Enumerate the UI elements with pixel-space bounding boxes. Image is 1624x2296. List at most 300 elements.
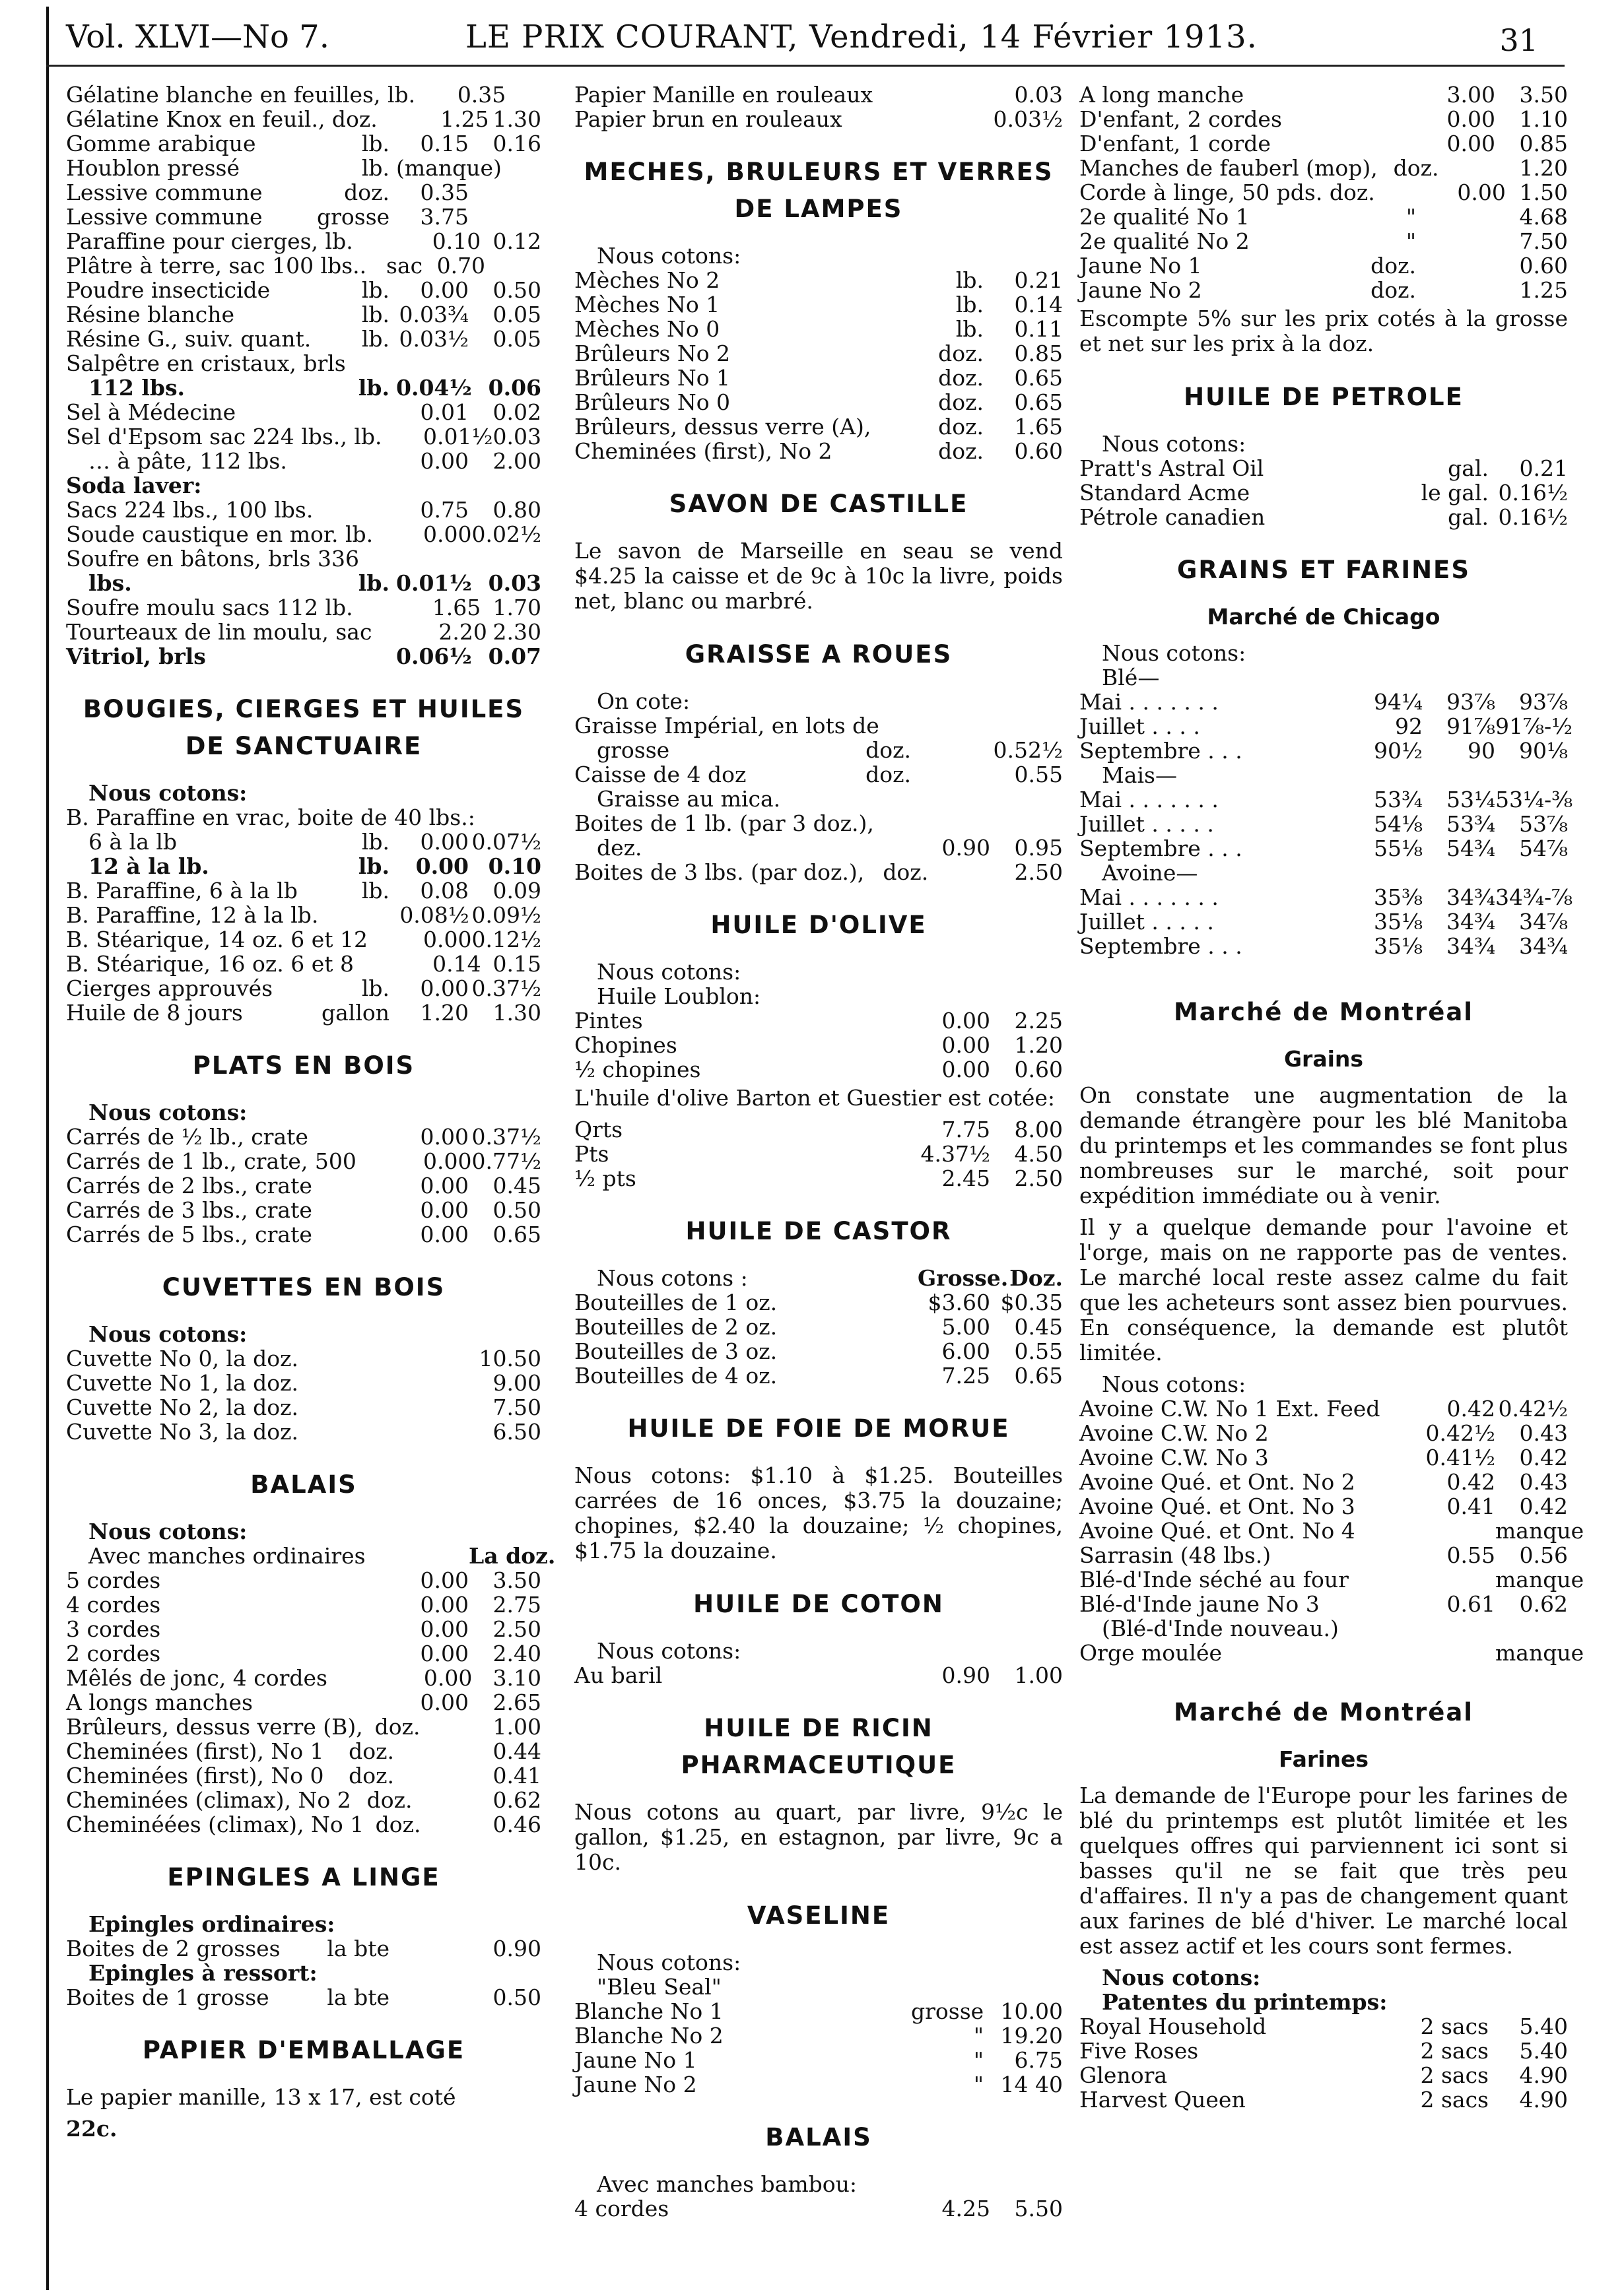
price-row (1079, 1592, 1568, 1616)
item-name: (Blé-d'Inde nouveau.) (1102, 1616, 1339, 1641)
item-unit: doz. (1393, 155, 1439, 181)
section-heading: EPINGLES A LINGE (167, 1863, 440, 1891)
item-unit: doz. (374, 1714, 421, 1740)
price-low: 0.35 (420, 180, 469, 205)
price-high: $0.35 (1000, 1290, 1063, 1315)
volume-label: Vol. XLVI—No 7. (66, 18, 329, 55)
price-high: 1.30 (492, 1000, 541, 1026)
price-high: 54¾ (1446, 836, 1495, 861)
price-high: 14 40 (1000, 2072, 1063, 2097)
price-low: 6.00 (941, 1338, 990, 1364)
item-name: 6 à la lb (88, 829, 178, 855)
price-low: 0.00 (423, 1665, 473, 1691)
price-high: 0.03 (492, 424, 541, 449)
item-name: lbs. (88, 570, 132, 596)
item-name: Résine blanche (66, 302, 235, 327)
price-low: 0.55 (1446, 1542, 1495, 1568)
text-line: Nous cotons: (88, 1321, 248, 1347)
item-unit: doz. (938, 341, 984, 366)
item-name: Pétrole canadien (1079, 504, 1266, 530)
price-high: 0.60 (1014, 438, 1063, 464)
price-row (574, 317, 1063, 341)
price-close: 93⅞ (1519, 689, 1568, 715)
price-low: 55⅛ (1374, 836, 1423, 861)
item-unit: 2 sacs (1420, 2062, 1489, 2088)
item-unit: lb. (358, 570, 389, 596)
section-subheading: Farines (1279, 1746, 1369, 1772)
price-high: 0.02½ (471, 521, 541, 547)
item-name: Cheminéées (climax), No 1 (66, 1812, 364, 1837)
price-close: 34¾-⅞ (1495, 884, 1573, 910)
price-row (66, 1173, 541, 1198)
item-name: Brûleurs No 2 (574, 341, 731, 366)
item-name: Cuvette No 0, la doz. (66, 1346, 299, 1371)
item-unit: gal. (1448, 504, 1489, 530)
price-high: 0.15 (492, 951, 541, 977)
price-row (66, 1000, 541, 1025)
price-low: 0.01 (420, 399, 469, 425)
price-high: 0.52½ (993, 737, 1063, 763)
item-name: Jaune No 1 (574, 2047, 697, 2073)
price-row (574, 2023, 1063, 2048)
section-heading: Marché de Montréal (1173, 1698, 1473, 1726)
text-line: Nous cotons: (597, 1638, 741, 1664)
price-low: 0.04½ (396, 375, 472, 401)
item-unit: doz. (865, 762, 911, 787)
item-unit: la bte (327, 1936, 389, 1961)
price-high: 0.41 (492, 1763, 542, 1788)
section-heading: GRAINS ET FARINES (1177, 556, 1470, 584)
item-name: B. Stéarique, 14 oz. 6 et 12 (66, 927, 368, 952)
price-high: 0.65 (1014, 1363, 1063, 1389)
item-name: Bouteilles de 1 oz. (574, 1290, 778, 1315)
price-low: 0.00 (420, 1567, 469, 1593)
price-row (574, 738, 1063, 762)
item-name: 112 lbs. (88, 375, 186, 401)
price-high: 2.50 (492, 1616, 541, 1642)
price-low: 0.90 (941, 835, 990, 861)
price-row (574, 836, 1063, 860)
price-row (66, 620, 541, 644)
item-name: Gomme arabique (66, 131, 256, 156)
section-heading: BALAIS (250, 1470, 357, 1499)
price-row (1079, 205, 1568, 229)
grain-group-label: Mais— (1102, 762, 1177, 788)
price-row (574, 1339, 1063, 1363)
price-low: 0.00 (420, 975, 469, 1001)
paragraph: Nous cotons au quart, par livre, 9½c le gallon, $1.25, en estagnon, par livre, 9c a 10c. (574, 1799, 1063, 1875)
price-high: 1.00 (1014, 1662, 1063, 1688)
price-low: 0.06½ (396, 643, 472, 669)
price-low: 0.03¾ (399, 302, 469, 327)
item-name: Bouteilles de 4 oz. (574, 1363, 778, 1389)
price-low: 7.75 (941, 1117, 990, 1142)
price-high: 1.50 (1519, 180, 1568, 205)
price-close: 91⅞-½ (1495, 713, 1573, 739)
price-row (1079, 884, 1573, 910)
item-name: Juillet . . . . (1079, 713, 1200, 739)
item-unit: lb. (361, 975, 389, 1001)
price-high: 93⅞ (1446, 689, 1495, 715)
price-low: 1.20 (420, 1000, 469, 1026)
price-low: 0.00 (423, 521, 472, 547)
price-low: 1.25 (440, 106, 489, 132)
item-unit: lb. (955, 267, 984, 293)
price-row (1079, 787, 1573, 812)
price-row (66, 1568, 541, 1592)
price-low: 3.00 (1446, 82, 1495, 108)
item-name: Pintes (574, 1008, 643, 1033)
price-row (66, 903, 541, 927)
item-name: Vitriol, brls (66, 643, 206, 669)
paragraph: Nous cotons: $1.10 à $1.25. Bouteilles carrées de 16 onces, $3.75 la douzaine; chopines, $2.40 la douzaine; ½ chopines, $1.75 la douzaine. (574, 1462, 1063, 1563)
price-row (1079, 1567, 1584, 1592)
price-high: 4.68 (1519, 204, 1568, 230)
item-name: Qrts (574, 1117, 623, 1142)
price-low: 0.00 (420, 1616, 469, 1642)
col-header: Grosse. (918, 1265, 1009, 1291)
item-name: 2e qualité No 2 (1079, 228, 1250, 254)
price-row (574, 1663, 1063, 1688)
item-name: D'enfant, 1 corde (1079, 131, 1271, 156)
price-low: 0.08½ (399, 902, 469, 928)
price-high: 0.77½ (471, 1148, 541, 1174)
price-high: 0.12½ (471, 927, 541, 952)
price-high: 2.75 (492, 1592, 541, 1618)
column-header-row (574, 1266, 1063, 1290)
price-high: 0.56 (1519, 1542, 1568, 1568)
item-name: B. Paraffine, 12 à la lb. (66, 902, 319, 928)
price-high: 34¾ (1446, 884, 1495, 910)
section-heading: VASELINE (747, 1901, 891, 1930)
price-row (574, 2196, 1063, 2221)
item-name: Gélatine blanche en feuilles, lb. (66, 82, 416, 108)
item-unit: grosse (911, 1998, 984, 2024)
price-row (1079, 229, 1568, 253)
price-high: 4.90 (1519, 2087, 1568, 2113)
price-row (574, 1999, 1063, 2023)
section-heading: HUILE DE CASTOR (685, 1217, 952, 1245)
item-name: Carrés de 3 lbs., crate (66, 1197, 312, 1223)
text-line: "Bleu Seal" (597, 1974, 722, 2000)
item-name: Avoine Qué. et Ont. No 2 (1079, 1469, 1355, 1495)
price-row (66, 1198, 541, 1222)
item-unit: lb. (358, 375, 389, 401)
price-high: 1.65 (1014, 414, 1063, 440)
grain-group-label: Blé— (1102, 665, 1160, 690)
price-high: 2.00 (492, 448, 541, 474)
price-close: 34¾ (1519, 933, 1568, 959)
item-name: Houblon pressé (66, 155, 240, 181)
price-high: 5.40 (1519, 2038, 1568, 2064)
price-low: 3.75 (420, 204, 469, 230)
item-name: Brûleurs, dessus verre (A), (574, 414, 871, 440)
item-name: Tourteaux de lin moulu, sac (66, 619, 372, 645)
price-row (574, 811, 1063, 836)
price-low: 0.00 (423, 927, 472, 952)
price-row (574, 1290, 1063, 1315)
price-row (574, 2048, 1063, 2072)
paragraph: Escompte 5% sur les prix cotés à la grosse et net sur les prix à la doz. (1079, 306, 1568, 356)
price-row (66, 278, 541, 302)
item-name: Epingles ordinaires: (88, 1911, 335, 1937)
price-low: 54⅛ (1374, 811, 1423, 837)
item-unit: 2 sacs (1420, 2087, 1489, 2113)
price-high: 3.50 (492, 1567, 541, 1593)
text-line: Avec manches bambou: (597, 2171, 858, 2197)
price-high: 8.00 (1014, 1117, 1063, 1142)
item-name: Mêlés de jonc, 4 cordes (66, 1665, 327, 1691)
price-low: 90½ (1374, 738, 1423, 764)
section-heading: HUILE D'OLIVE (710, 911, 927, 939)
item-name: … à pâte, 112 lbs. (88, 448, 287, 474)
price-low: 0.00 (420, 448, 469, 474)
item-unit: la bte (327, 1984, 389, 2010)
price-high: 19.20 (1000, 2023, 1063, 2049)
item-name: 3 cordes (66, 1616, 161, 1642)
price-low: 0.00 (941, 1057, 990, 1082)
item-name: Pratt's Astral Oil (1079, 455, 1264, 481)
price-low: 0.03½ (399, 326, 469, 352)
price-row (1079, 505, 1568, 529)
item-name: Blé-d'Inde séché au four (1079, 1567, 1349, 1592)
item-name: Sarrasin (48 lbs.) (1079, 1542, 1271, 1568)
price-low: 0.00 (420, 1124, 469, 1150)
price-row (574, 390, 1063, 414)
item-name: Boites de 3 lbs. (par doz.), (574, 859, 865, 885)
price-row (574, 1315, 1063, 1339)
text-line: Nous cotons: (88, 1099, 248, 1125)
price-low: 0.00 (1457, 180, 1506, 205)
section-heading: PLATS EN BOIS (192, 1051, 415, 1080)
item-name: 2 cordes (66, 1641, 161, 1666)
price-row (1079, 1518, 1584, 1544)
price-close: 53¼-⅜ (1495, 787, 1573, 812)
price-low: 0.10 (432, 228, 481, 254)
price-high: 1.70 (492, 595, 541, 620)
price-row (1079, 1494, 1568, 1519)
price-row (1079, 253, 1568, 278)
price-low: 0.00 (420, 1592, 469, 1618)
price-high: 1.20 (1519, 155, 1568, 181)
paragraph: L'huile d'olive Barton et Guestier est cotée: (574, 1085, 1055, 1111)
price-high: 0.90 (492, 1936, 541, 1961)
price-low: 0.00 (420, 1197, 469, 1223)
price-row (66, 1690, 541, 1715)
price-row (66, 854, 541, 878)
price-low: 0.41½ (1425, 1445, 1495, 1470)
price-high: 0.42½ (1498, 1396, 1568, 1422)
section-heading: HUILE DE RICIN PHARMACEUTIQUE (681, 1714, 957, 1779)
price-high: 0.07½ (471, 829, 541, 855)
section-heading: HUILE DE COTON (693, 1590, 944, 1618)
price-low: 35⅛ (1374, 933, 1423, 959)
price-row (1079, 2063, 1568, 2087)
price-low: 0.42 (1446, 1469, 1495, 1495)
item-name: Boites de 1 lb. (par 3 doz.), (574, 810, 874, 836)
text-line: Nous cotons: (1102, 1965, 1261, 1990)
price-row (66, 1739, 541, 1763)
price-low: 92 (1395, 713, 1423, 739)
price-row (66, 522, 541, 546)
item-name: Carrés de 5 lbs., crate (66, 1222, 312, 1247)
price-row (1079, 909, 1568, 934)
item-name: B. Paraffine en vrac, boite de 40 lbs.: (66, 804, 475, 830)
item-name: Bouteilles de 3 oz. (574, 1338, 778, 1364)
section-heading: HUILE DE FOIE DE MORUE (627, 1414, 1010, 1443)
price-row (1079, 713, 1573, 739)
item-unit: le gal. (1421, 480, 1489, 506)
item-unit: doz. (938, 389, 984, 415)
price-row (66, 131, 541, 156)
item-name: Boites de 1 grosse (66, 1984, 269, 2010)
item-unit: " (1405, 204, 1416, 230)
item-name: Blanche No 2 (574, 2023, 724, 2049)
item-unit: doz. (375, 1812, 421, 1837)
price-high: 0.65 (492, 1222, 541, 1247)
section-heading: Marché de Montréal (1173, 998, 1473, 1026)
price-high: 0.50 (492, 1197, 541, 1223)
price-high: 0.43 (1519, 1420, 1568, 1446)
item-unit: lb. (361, 277, 389, 303)
price-high: 0.65 (1014, 365, 1063, 391)
section-heading: SAVON DE CASTILLE (669, 490, 968, 518)
price-low: 0.61 (1446, 1591, 1495, 1617)
text-line: On cote: (597, 688, 691, 714)
price-low: 0.35 (457, 82, 506, 108)
item-name: Carrés de 1 lb., crate, 500 (66, 1148, 356, 1174)
price-high: 0.02 (492, 399, 541, 425)
price-low: 0.00 (420, 1222, 469, 1247)
item-unit: lb. (361, 131, 389, 156)
item-unit: doz. (349, 1738, 395, 1764)
section-heading: HUILE DE PETROLE (1184, 383, 1464, 411)
price-high: 9.00 (492, 1370, 541, 1396)
item-name: Lessive commune (66, 180, 263, 205)
price-row (1079, 1543, 1568, 1567)
item-unit: sac (386, 253, 423, 279)
price-high: manque (1495, 1518, 1584, 1544)
price-high: 90 (1468, 738, 1495, 764)
section-heading: BALAIS (765, 2123, 872, 2151)
page-title: LE PRIX COURANT, Vendredi, 14 Février 1913. (465, 18, 1258, 55)
item-name: Papier Manille en rouleaux (574, 82, 873, 108)
item-name: Soufre moulu sacs 112 lb. (66, 595, 353, 620)
spacer (1079, 958, 1568, 971)
text-line: Nous cotons: (1102, 640, 1246, 666)
price-row (66, 376, 541, 400)
item-unit: doz. (366, 1787, 413, 1813)
item-name: B. Paraffine, 6 à la lb (66, 878, 298, 903)
price-row (1079, 2014, 1568, 2039)
column-3 (1079, 82, 1584, 2113)
text-line: Nous cotons: (1102, 1371, 1246, 1397)
text-line: Nous cotons: (597, 959, 741, 985)
price-row (66, 473, 541, 498)
price-low: 0.00 (420, 829, 469, 855)
item-name: Blé-d'Inde jaune No 3 (1079, 1591, 1320, 1617)
subhead-right: La doz. (469, 1543, 556, 1569)
item-name: Salpêtre en cristaux, brls (66, 350, 346, 376)
price-high: 1.20 (1014, 1032, 1063, 1058)
price-high: 0.21 (1519, 455, 1568, 481)
price-low: 35⅜ (1374, 884, 1423, 910)
price-high: 1.30 (492, 106, 542, 132)
price-high: 0.03 (488, 570, 541, 596)
item-name: Papier brun en rouleaux (574, 106, 842, 132)
price-high: 2.40 (492, 1641, 541, 1666)
item-unit: doz. (1370, 277, 1416, 303)
price-row (574, 366, 1063, 390)
price-high: 0.21 (1014, 267, 1063, 293)
item-name: Boites de 2 grosses (66, 1936, 281, 1961)
price-high: 0.55 (1014, 762, 1063, 787)
price-high: 0.16½ (1498, 504, 1568, 530)
price-low: 2.45 (941, 1165, 990, 1191)
price-high: 5.40 (1519, 2014, 1568, 2039)
price-row (66, 1912, 541, 1936)
price-low: 0.42 (1446, 1396, 1495, 1422)
item-unit: doz. (883, 859, 929, 885)
price-high: 3.10 (492, 1665, 541, 1691)
price-row (66, 927, 541, 952)
spacer (1079, 1665, 1568, 1672)
price-row (66, 830, 541, 854)
item-name: Royal Household (1079, 2014, 1267, 2039)
price-high: 0.42 (1519, 1493, 1568, 1519)
price-row (1079, 456, 1568, 480)
item-name: 12 à la lb. (88, 853, 209, 879)
price-high: 0.60 (1519, 253, 1568, 279)
item-name: A longs manches (66, 1689, 253, 1715)
item-name: Paraffine pour cierges, lb. (66, 228, 353, 254)
price-high: 34¾ (1446, 933, 1495, 959)
price-row (66, 1617, 541, 1641)
page-number: 31 (1499, 22, 1538, 58)
price-row (66, 229, 541, 253)
price-row (574, 268, 1063, 292)
price-row (66, 1125, 541, 1149)
price-row (574, 762, 1063, 787)
section-subheading: Grains (1283, 1046, 1364, 1072)
item-name: Jaune No 2 (574, 2072, 697, 2097)
price-high: 10.50 (479, 1346, 541, 1371)
text-line: Nous cotons: (88, 1519, 248, 1544)
section-heading: MECHES, BRULEURS ET VERRES DE LAMPES (584, 158, 1054, 223)
price-high: 53¼ (1446, 787, 1495, 812)
item-name: Mèches No 1 (574, 292, 720, 317)
price-high: 0.11 (1014, 316, 1063, 342)
item-name: A long manche (1079, 82, 1244, 108)
price-high: 0.45 (492, 1173, 541, 1198)
item-unit: doz. (938, 438, 984, 464)
price-close: 34⅞ (1519, 909, 1568, 935)
item-name: dez. (597, 835, 642, 861)
price-high: 0.07 (488, 643, 541, 669)
price-high: 0.09 (492, 878, 541, 903)
price-row (574, 713, 1063, 738)
item-name: Cheminées (first), No 1 (66, 1738, 324, 1764)
price-row (66, 1936, 541, 1961)
price-row (1079, 1445, 1568, 1470)
price-high: 0.16 (492, 131, 541, 156)
price-high: 0.16½ (1498, 480, 1568, 506)
price-low: 0.00 (420, 1641, 469, 1666)
price-low: 53¾ (1374, 787, 1423, 812)
section-heading: PAPIER D'EMBALLAGE (142, 2036, 465, 2064)
price-row (574, 860, 1063, 884)
item-unit: lb. (361, 155, 389, 181)
